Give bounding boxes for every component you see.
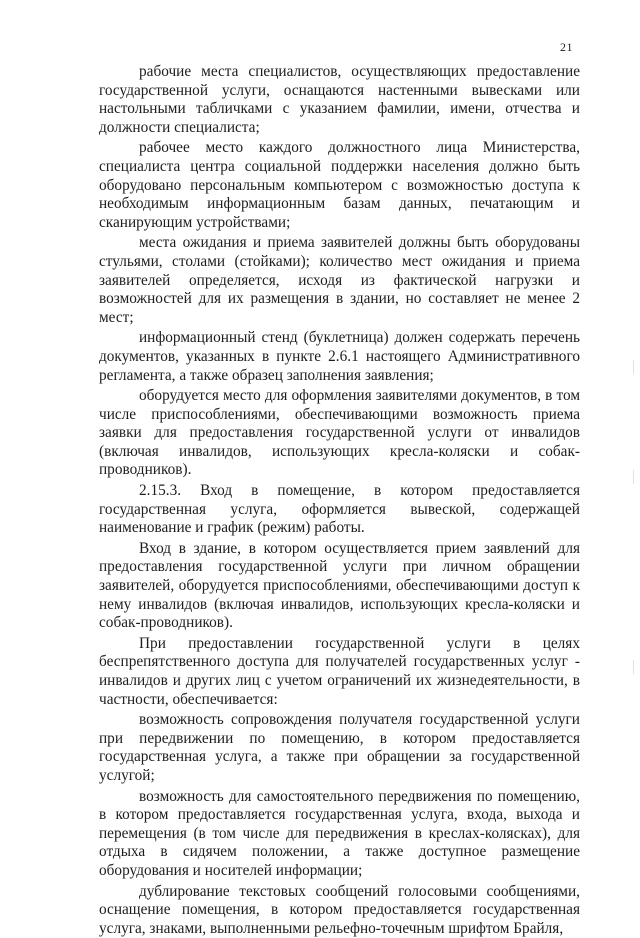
paragraph-building-entrance: Вход в здание, в котором осуществляется прием заявлений для предоставления государственной услуги при личном обращении заявителей, оборудуется приспособлениями, обеспечивающими доступ к нему инвалидов (включая инвалидов, использующих кресла-коляски и собак-проводников). [99, 539, 580, 632]
paragraph-specialist-workplaces: рабочие места специалистов, осуществляющих предоставление государственной услуги, оснащаются настенными вывесками или настольными табличками с указанием фамилии, имени, отчества и должности специалиста; [99, 63, 580, 136]
paragraph-accessibility-intro: При предоставлении государственной услуги в целях беспрепятственного доступа для получателей государственных услуг - инвалидов и других лиц с учетом ограничений их жизнедеятельности, в частности, обеспечивается: [99, 634, 580, 708]
paragraph-official-workplace: рабочее место каждого должностного лица Министерства, специалиста центра социальной поддержки населения должно быть оборудовано персональным компьютером с возможностью доступа к необходимым информационным базам данных, печатающим и сканирующим устройствами; [99, 139, 580, 231]
scan-edge-mark [633, 660, 634, 674]
paragraph-document-filling-place: оборудуется место для оформления заявителями документов, в том числе приспособлениями, обеспечивающими возможность приема заявки для предоставления государственной услуги от инвалидов (включая инвалидов, использующих кресла-коляски и собак-проводников). [99, 387, 580, 479]
page-number: 21 [560, 40, 573, 54]
scan-edge-mark [633, 470, 634, 484]
paragraph-information-stand: информационный стенд (буклетница) должен содержать перечень документов, указанных в пункте 2.6.1 настоящего Административного регламента, а также образец заполнения заявления; [99, 329, 580, 384]
scan-edge-mark [633, 360, 634, 374]
paragraph-message-duplication: дублирование текстовых сообщений голосовыми сообщениями, оснащение помещения, в котором предоставляется государственная услуга, знаками, выполненными рельефно-точечным шрифтом Брайля, [99, 882, 580, 937]
paragraph-waiting-areas: места ожидания и приема заявителей должны быть оборудованы стульями, столами (стойками); количество мест ожидания и приема заявителей определяется, исходя из фактической нагрузки и возможностей для их размещения в здании, но составляет не менее 2 мест; [99, 234, 580, 326]
paragraph-section-2-15-3: 2.15.3. Вход в помещение, в котором предоставляется государственная услуга, оформляется вывеской, содержащей наименование и график (режим) работы. [99, 482, 580, 537]
document-body [99, 63, 580, 938]
paragraph-independent-movement: возможность для самостоятельного передвижения по помещению, в котором предоставляется государственная услуга, входа, выхода и перемещения (в том числе для передвижения в креслах-колясках), для отдыха в сидячем положении, а также доступное размещение оборудования и носителей информации; [99, 787, 580, 879]
paragraph-escort-possibility: возможность сопровождения получателя государственной услуги при передвижении по помещению, в котором предоставляется государственная услуга, а также при обращении за государственной услугой; [99, 711, 580, 784]
